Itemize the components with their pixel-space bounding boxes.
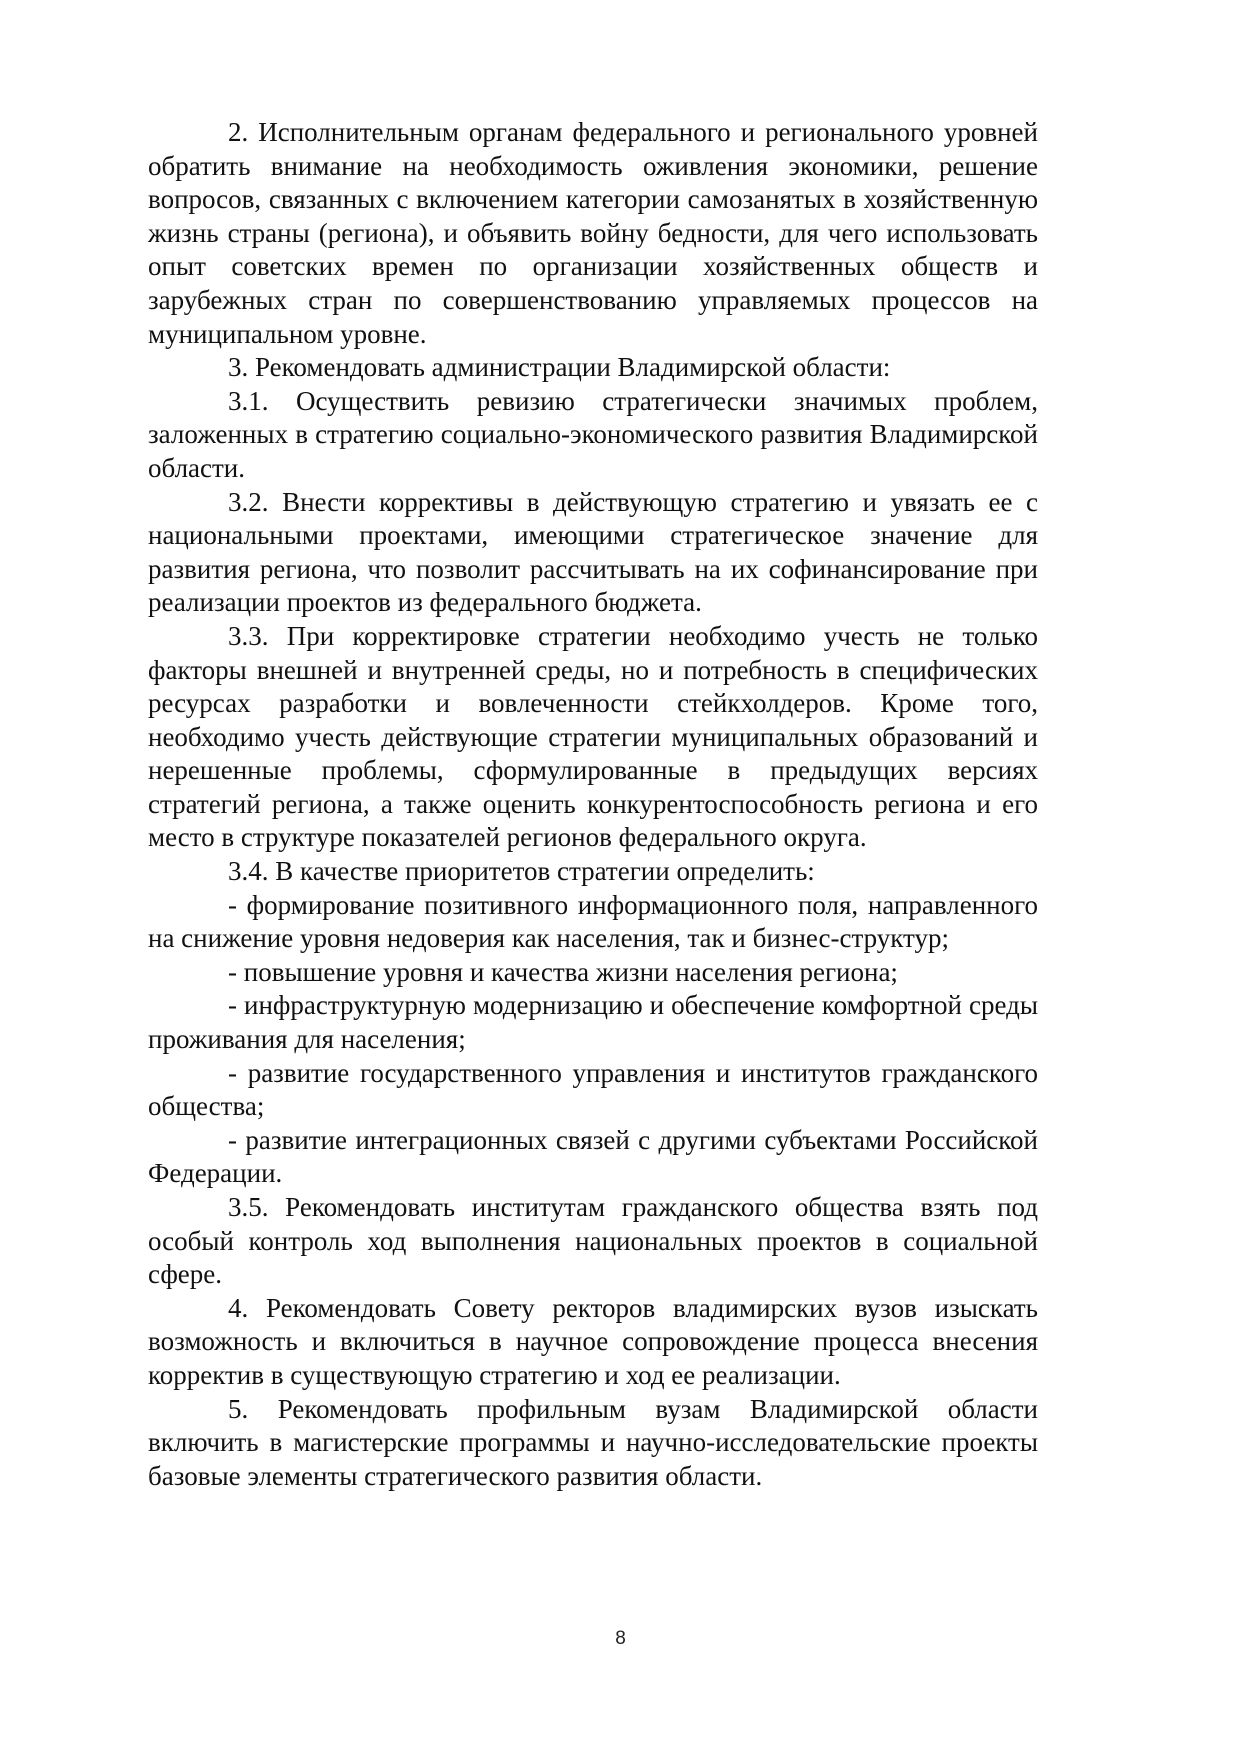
paragraph-item-5: 5. Рекомендовать профильным вузам Владимирской области включить в магистерские программы и научно-исследовательские проекты базовые элементы стратегического развития области. [148,1393,1038,1491]
priority-item-quality-of-life: - повышение уровня и качества жизни населения региона; [228,956,898,987]
paragraph-item-3-4: 3.4. В качестве приоритетов стратегии определить: [228,856,815,887]
priority-item-infrastructure: - инфраструктурную модернизацию и обеспечение комфортной среды проживания для населения; [148,990,1038,1055]
paragraph-item-4: 4. Рекомендовать Совету ректоров владимирских вузов изыскать возможность и включиться в научное сопровождение процесса внесения корректив в существующую стратегию и ход ее реализации. [148,1292,1038,1390]
document-body [148,116,1038,1493]
paragraph-item-3-2: 3.2. Внести коррективы в действующую стратегию и увязать ее с национальными проектами, имеющими стратегическое значение для развития региона, что позволит рассчитывать на их софинансирование при реализации проектов из федерального бюджета. [148,486,1038,618]
paragraph-item-2: 2. Исполнительным органам федерального и регионального уровней обратить внимание на необходимость оживления экономики, решение вопросов, связанных с включением категории самозанятых в хозяйственную жизнь страны (региона), и объявить войну бедности, для чего использовать опыт советских времен по организации хозяйственных обществ и зарубежных стран по совершенствованию управляемых процессов на муниципальном уровне. [148,117,1038,349]
paragraph-item-3-5: 3.5. Рекомендовать институтам гражданского общества взять под особый контроль ход выполнения национальных проектов в социальной сфере. [148,1192,1038,1290]
paragraph-item-3-3: 3.3. При корректировке стратегии необходимо учесть не только факторы внешней и внутренней среды, но и потребность в специфических ресурсах разработки и вовлеченности стейкхолдеров. Кроме того, необходимо учесть действующие стратегии муниципальных образований и нерешенные проблемы, сформулированные в предыдущих версиях стратегий региона, а также оценить конкурентоспособность региона и его место в структуре показателей регионов федерального округа. [148,620,1038,853]
page-number: 8 [615,1628,626,1649]
paragraph-item-3: 3. Рекомендовать администрации Владимирской области: [228,352,891,383]
priority-item-integration: - развитие интеграционных связей с другими субъектами Российской Федерации. [148,1124,1038,1189]
priority-item-governance: - развитие государственного управления и институтов гражданского общества; [148,1057,1038,1122]
priority-item-information-field: - формирование позитивного информационного поля, направленного на снижение уровня недоверия как населения, так и бизнес-структур; [148,889,1038,954]
paragraph-item-3-1: 3.1. Осуществить ревизию стратегически значимых проблем, заложенных в стратегию социально-экономического развития Владимирской области. [148,385,1038,483]
